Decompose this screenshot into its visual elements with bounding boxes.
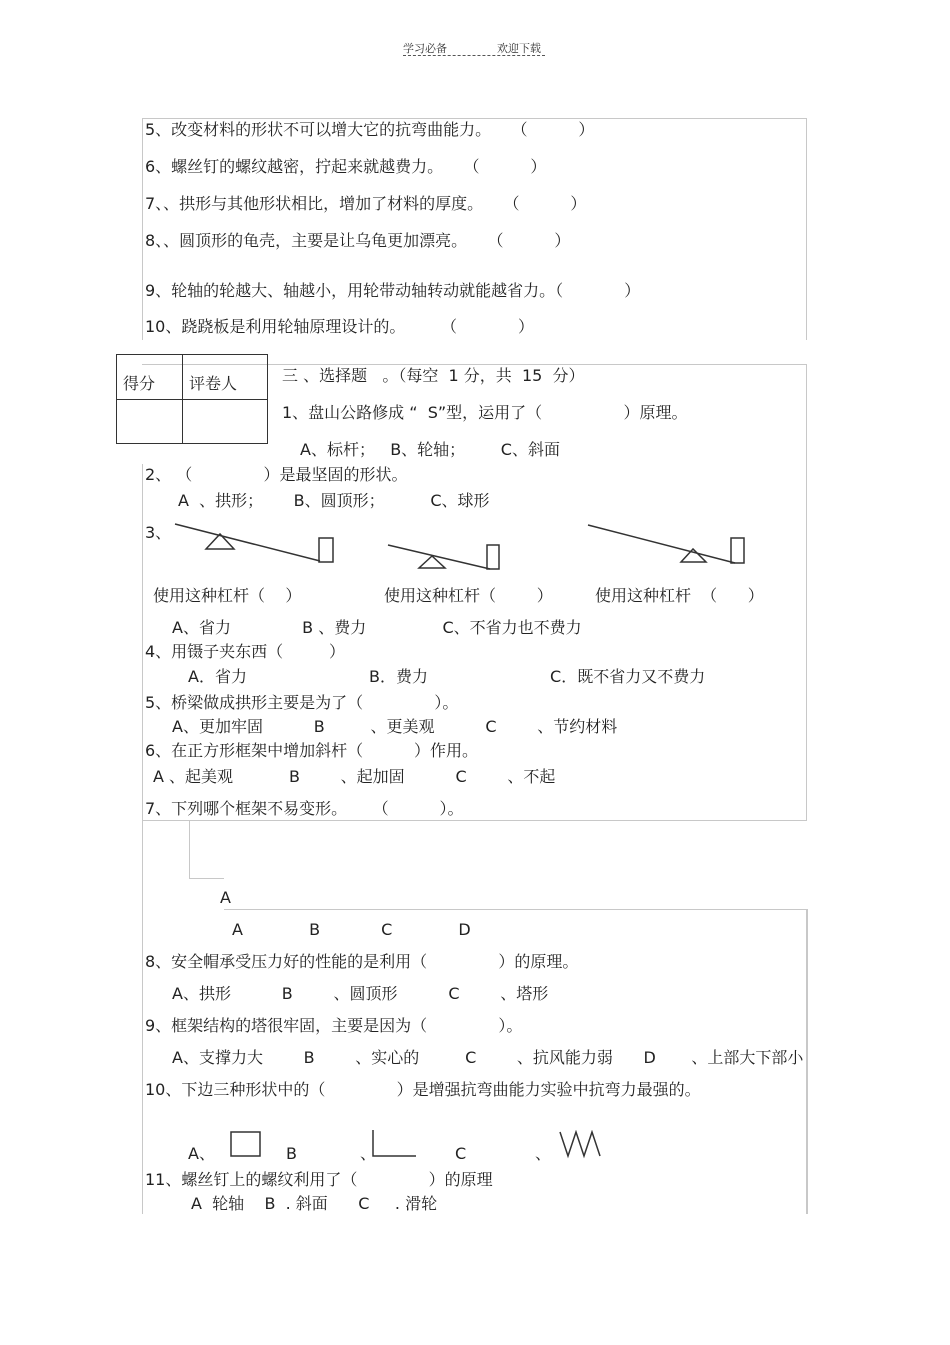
zigzag-shape-icon (558, 1130, 604, 1160)
section-title: 三 、选择题 。（每空 1 分，共 15 分） (282, 366, 585, 385)
q7: 7、下列哪个框架不易变形。 （ ）。 (145, 799, 464, 818)
q5: 5、桥梁做成拱形主要是为了（ ）。 (145, 693, 459, 712)
q9: 9、框架结构的塔很牢固，主要是因为（ ）。 (145, 1016, 523, 1035)
q9-options: A、支撑力大 B 、实心的 C 、抗风能力弱 D 、上部大下部小 (172, 1048, 804, 1067)
lever-figure-3 (585, 520, 750, 568)
score-table (116, 354, 268, 444)
tf-item-5: 5、改变材料的形状不可以增大它的抗弯曲能力。 （ ） (145, 120, 595, 139)
q7-options: A B C D (232, 920, 471, 939)
header-right: 欢迎下载 (497, 42, 541, 55)
q6: 6、在正方形框架中增加斜杆（ ）作用。 (145, 741, 479, 760)
q11: 11、螺丝钉上的螺纹利用了（ ）的原理 (145, 1170, 493, 1189)
q10-option-c: C (455, 1144, 467, 1163)
lever-figure-2 (385, 538, 505, 573)
grader-cell (183, 400, 267, 443)
l-shape-icon (370, 1128, 420, 1160)
q2-options: A 、拱形； B、圆顶形； C、球形 (178, 491, 490, 510)
q10-option-b: B (286, 1144, 297, 1163)
tf-frame (142, 118, 807, 340)
q1-options: A、标杆； B、轮轴； C、斜面 (300, 440, 560, 459)
square-shape-icon (229, 1130, 263, 1160)
q3-caption-3: 使用这种杠杆 （ ） (595, 586, 764, 605)
q10-option-a: A、 (188, 1144, 215, 1163)
score-cell (117, 400, 183, 443)
q10: 10、下边三种形状中的（ ）是增强抗弯曲能力实验中抗弯力最强的。 (145, 1080, 701, 1099)
right-margin-line (807, 909, 808, 1214)
tf-item-9: 9、轮轴的轮越大、轴越小，用轮带动轴转动就能越省力。（ ） (145, 281, 641, 300)
q6-options: A 、起美观 B 、起加固 C 、不起 (153, 767, 556, 786)
tf-item-8: 8、、圆顶形的龟壳，主要是让乌龟更加漂亮。 （ ） (145, 231, 571, 250)
tf-item-10: 10、跷跷板是利用轮轴原理设计的。 （ ） (145, 317, 534, 336)
q10-separator-1: 、 (360, 1144, 377, 1163)
left-margin-line (142, 464, 143, 1214)
tf-item-6: 6、螺丝钉的螺纹越密，拧起来就越费力。 （ ） (145, 157, 547, 176)
score-header: 得分 (117, 355, 183, 400)
lever-figure-1 (170, 518, 340, 568)
q7-figure-label: A (220, 888, 231, 907)
q11-options: A 轮轴 B . 斜面 C . 滑轮 (191, 1194, 438, 1213)
q8-options: A、拱形 B 、圆顶形 C 、塔形 (172, 984, 549, 1003)
q8: 8、安全帽承受压力好的性能的是利用（ ）的原理。 (145, 952, 579, 971)
q4-options: A．省力 B．费力 C．既不省力又不费力 (188, 667, 706, 686)
tf-item-7: 7、、拱形与其他形状相比，增加了材料的厚度。 （ ） (145, 194, 587, 213)
header-underline (403, 55, 545, 56)
q10-separator-2: 、 (535, 1144, 552, 1163)
q3: 3、 (145, 523, 172, 542)
q4: 4、用镊子夹东西（ ） (145, 642, 345, 661)
q3-options: A、省力 B 、费力 C、不省力也不费力 (172, 618, 582, 637)
q3-caption-2: 使用这种杠杆（ ） (384, 586, 553, 605)
header-left: 学习必备 (403, 42, 447, 55)
q7-figure-box (189, 821, 224, 879)
q1: 1、盘山公路修成 “ S”型，运用了（ ）原理。 (282, 403, 688, 422)
grader-header: 评卷人 (183, 355, 267, 400)
q5-options: A、更加牢固 B 、更美观 C 、节约材料 (172, 717, 618, 736)
q3-caption-1: 使用这种杠杆（ ） (153, 586, 302, 605)
q2: 2、 （ ）是最坚固的形状。 (145, 465, 408, 484)
